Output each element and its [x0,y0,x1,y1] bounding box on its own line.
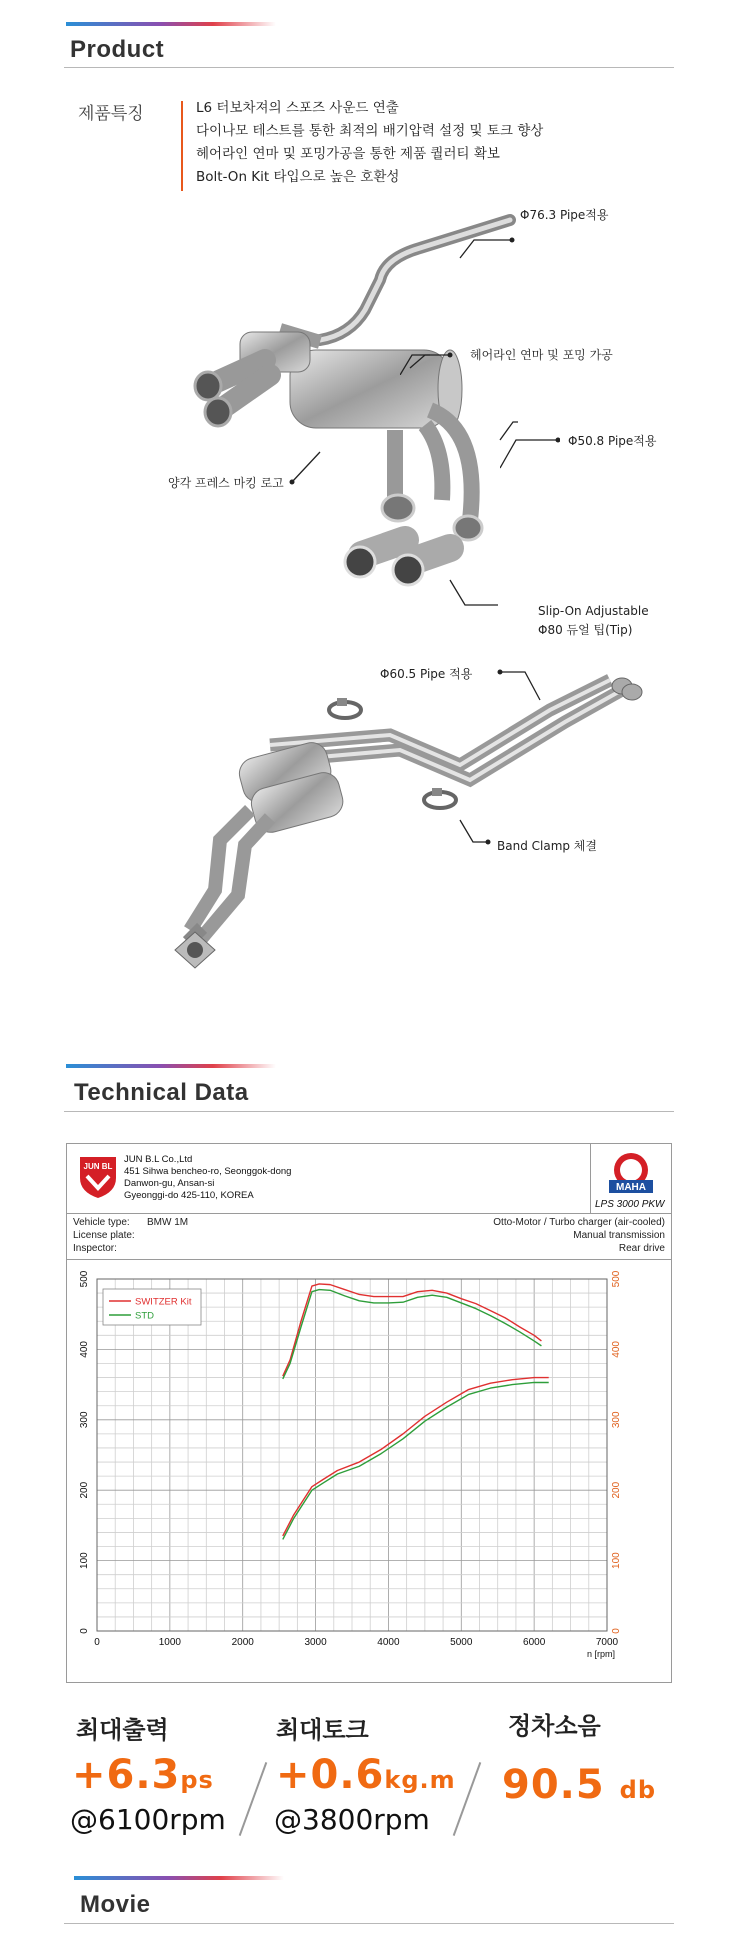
max-power-unit: ps [180,1766,214,1794]
max-power-label: 최대출력 [76,1716,169,1744]
movie-divider [64,1923,674,1924]
callout-hairline: 헤어라인 연마 및 포밍 가공 [470,348,613,362]
transmission-info: Manual transmission [573,1230,665,1241]
feature-item: L6 터보차져의 스포즈 사운드 연출 [196,100,399,116]
maha-box [590,1144,671,1214]
y-tick-label-left: 400 [79,1341,90,1358]
product-accent-bar [66,22,276,26]
vehicle-type-label: Vehicle type: [73,1217,130,1228]
y-tick-label-right: 300 [611,1411,622,1429]
max-torque-number: +0.6 [276,1752,385,1798]
x-tick-label: 0 [94,1637,100,1648]
license-plate-label: License plate: [73,1230,135,1241]
y-tick-label-left: 300 [79,1411,90,1429]
vehicle-info [67,1214,671,1260]
company-info [124,1154,291,1202]
idle-noise-number: 90.5 [502,1762,605,1808]
technical-divider [64,1111,674,1112]
jun-bl-logo [77,1154,119,1200]
callout-slip-on-2: Φ80 듀얼 팁(Tip) [538,623,633,637]
x-tick-label: 6000 [523,1637,546,1648]
callout-slip-on-1: Slip-On Adjustable [538,604,649,618]
callout-pipe-60: Φ60.5 Pipe 적용 [380,667,473,681]
y-tick-label-right: 200 [611,1481,622,1499]
company-address-2: Danwon-gu, Ansan-si [124,1178,215,1189]
technical-accent-bar [66,1064,276,1068]
series-line [283,1290,542,1379]
y-tick-label-left: 500 [79,1270,90,1288]
company-address-3: Gyeonggi-do 425-110, KOREA [124,1190,254,1201]
maha-logo [605,1148,657,1196]
exhaust-system-front-image [170,650,650,980]
dyno-chart [67,1261,671,1682]
x-tick-label: 7000 [595,1637,619,1648]
dyno-report-panel [66,1143,672,1683]
drive-info: Rear drive [618,1243,665,1254]
callout-line-pipe-50 [500,430,560,470]
callout-line-hairline [400,345,460,375]
x-axis-label: n [rpm] [586,1649,615,1659]
maha-logo-text: MAHA [616,1182,646,1193]
y-tick-label-right: 100 [611,1552,622,1569]
feature-item: 다이나모 테스트를 통한 최적의 배기압력 설정 및 토크 향상 [196,123,544,139]
features-list [196,97,543,189]
max-power-rpm: @6100rpm [70,1803,226,1836]
x-tick-label: 1000 [158,1637,181,1648]
vehicle-type-value: BMW 1M [147,1217,189,1228]
features-accent-bar [181,101,183,191]
maha-model: LPS 3000 PKW [595,1199,665,1210]
jun-bl-logo-text: JUN BL [83,1162,113,1171]
divider-slash-2 [453,1762,482,1836]
report-header [67,1144,671,1214]
idle-noise-label: 정차소음 [508,1712,601,1740]
inspector-label: Inspector: [73,1243,117,1254]
idle-noise-value [502,1762,656,1808]
legend-entry: SWITZER Kit [135,1296,192,1308]
x-tick-label: 5000 [450,1637,473,1648]
series-line [283,1284,542,1376]
feature-item: 헤어라인 연마 및 포밍가공을 통한 제품 퀄러티 확보 [196,146,500,162]
series-line [283,1378,549,1536]
product-divider [64,67,674,68]
y-tick-label-right: 500 [611,1270,622,1288]
movie-accent-bar [74,1876,284,1880]
callout-pipe-50: Φ50.8 Pipe적용 [568,434,657,448]
exhaust-system-rear-image [180,200,680,610]
company-address-1: 451 Sihwa bencheo-ro, Seonggok-dong [124,1166,292,1177]
max-power-number: +6.3 [72,1752,181,1798]
product-title: Product [70,36,165,63]
company-name: JUN B.L Co.,Ltd [124,1154,193,1165]
x-tick-label: 2000 [231,1637,254,1648]
x-tick-label: 4000 [377,1637,400,1648]
divider-slash-1 [239,1762,268,1836]
x-tick-label: 3000 [304,1637,327,1648]
max-torque-label: 최대토크 [276,1716,369,1744]
y-tick-label-left: 0 [79,1628,90,1634]
callout-logo: 양각 프레스 마킹 로고 [168,476,284,490]
y-tick-label-left: 200 [79,1481,90,1499]
technical-title: Technical Data [74,1079,249,1106]
y-tick-label-right: 0 [611,1628,622,1634]
y-tick-label-left: 100 [79,1552,90,1569]
idle-noise-unit: db [619,1776,656,1804]
max-power-value [72,1752,214,1798]
features-label: 제품특징 [78,104,144,124]
max-torque-value [276,1752,456,1798]
max-torque-unit: kg.m [384,1766,456,1794]
callout-band-clamp: Band Clamp 체결 [497,839,597,853]
legend-entry: STD [135,1310,154,1322]
feature-item: Bolt-On Kit 타입으로 높은 호환성 [196,169,400,185]
movie-title: Movie [80,1891,151,1918]
callout-pipe-76: Φ76.3 Pipe적용 [520,208,609,222]
y-tick-label-right: 400 [611,1341,622,1358]
engine-info: Otto-Motor / Turbo charger (air-cooled) [493,1217,665,1228]
max-torque-rpm: @3800rpm [274,1803,430,1836]
